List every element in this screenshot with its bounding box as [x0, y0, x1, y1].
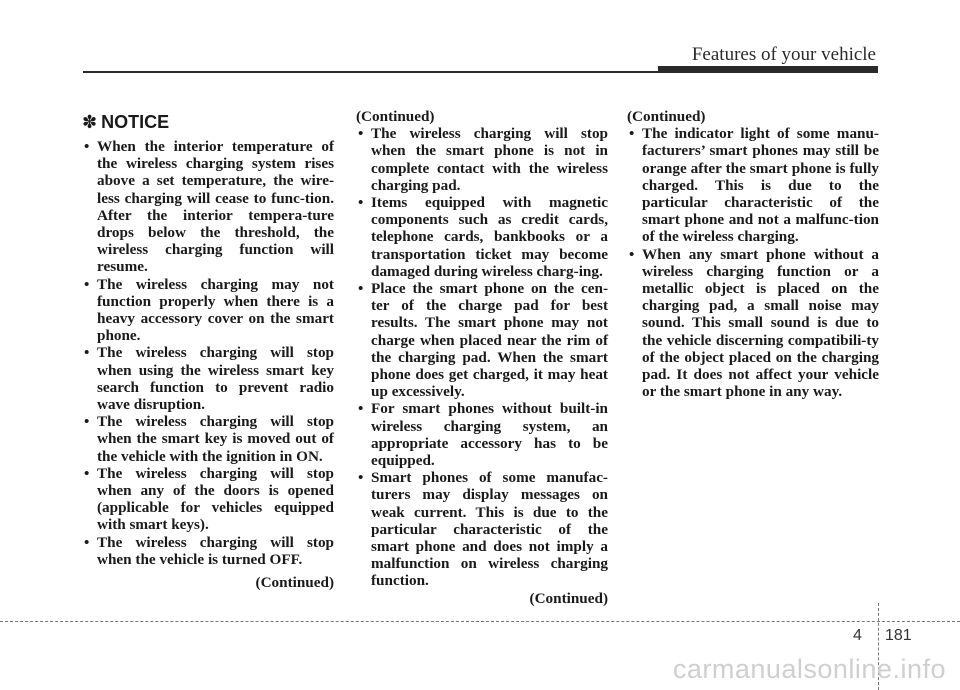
bullet-icon: •	[358, 194, 364, 212]
list-item: • When any smart phone without a wireless charging function or a metallic object is placed on the charging pad, a small noise may sound. This small sound is due to the vehicle discerning compatibili-ty of the object placed on the charging pad. It does not affect your vehicle or the smart phone in any way.	[629, 245, 879, 401]
list-item: • The indicator light of some manu-facturers’ smart phones may still be orange after the smart phone is fully charged. This is due to the particular characteristic of the smart phone and not a malfunc-tion of the wireless charging.	[629, 125, 879, 246]
continued-label: (Continued)	[255, 574, 334, 592]
continued-label: (Continued)	[356, 108, 435, 125]
list-item: • When the interior temperature of the wireless charging system rises above a set temperature, the wire-less charging will cease to func-tion. After the interior tempera-ture drops below the threshold, the wireless charging function will resume.	[84, 138, 334, 276]
column-1	[82, 112, 334, 591]
continued-label: (Continued)	[529, 589, 608, 607]
bullet-icon: •	[358, 469, 364, 487]
list-item: • Items equipped with magnetic components such as credit cards, telephone cards, bankbooks or a transportation ticket may become damaged during wireless charg-ing.	[358, 194, 608, 280]
bullet-icon: •	[358, 400, 364, 418]
bullet-icon: •	[84, 533, 90, 551]
footer-rule	[0, 621, 960, 622]
section-title: Features of your vehicle	[691, 44, 876, 65]
notice-list	[82, 138, 334, 568]
list-item: • The wireless charging will stop when the vehicle is turned OFF.	[84, 533, 334, 568]
list-item: • Smart phones of some manufac-turers may display messages on weak current. This is due to the particular characteristic of the smart phone and does not imply a malfunction on wireless charging function.	[358, 469, 608, 590]
notice-list	[356, 125, 608, 589]
notice-star-icon: ✽	[82, 112, 98, 132]
continued-label: (Continued)	[627, 108, 706, 125]
watermark: carmanualsonline.info	[672, 654, 946, 684]
bullet-icon: •	[629, 245, 635, 263]
bullet-icon: •	[84, 413, 90, 431]
chapter-number: 4	[853, 627, 862, 644]
column-3	[627, 108, 879, 400]
bullet-icon: •	[629, 125, 635, 143]
bullet-icon: •	[84, 464, 90, 482]
list-item: • The wireless charging will stop when using the wireless smart key search function to prevent radio wave disruption.	[84, 344, 334, 414]
page-number: 181	[885, 627, 912, 644]
notice-list	[627, 125, 879, 400]
list-item: • The wireless charging will stop when the smart phone is not in complete contact with the wireless charging pad.	[358, 125, 608, 194]
header-rule	[83, 71, 878, 73]
list-item: • For smart phones without built-in wireless charging system, an appropriate accessory has to be equipped.	[358, 400, 608, 470]
bullet-icon: •	[358, 280, 364, 298]
list-item: • Place the smart phone on the cen-ter of the charge pad for best results. The smart phone may not charge when placed near the rim of the charging pad. When the smart phone does get charged, it may heat up excessively.	[358, 280, 608, 401]
column-2	[356, 108, 608, 607]
bullet-icon: •	[84, 275, 90, 293]
bullet-icon: •	[358, 125, 364, 143]
list-item: • The wireless charging will stop when any of the doors is opened (applicable for vehicles equipped with smart keys).	[84, 464, 334, 534]
notice-heading-text: NOTICE	[101, 112, 170, 132]
bullet-icon: •	[84, 344, 90, 362]
bullet-icon: •	[84, 138, 90, 155]
list-item: • The wireless charging may not function properly when there is a heavy accessory cover on the smart phone.	[84, 275, 334, 345]
notice-heading	[82, 112, 334, 132]
list-item: • The wireless charging will stop when the smart key is moved out of the vehicle with the ignition in ON.	[84, 413, 334, 465]
